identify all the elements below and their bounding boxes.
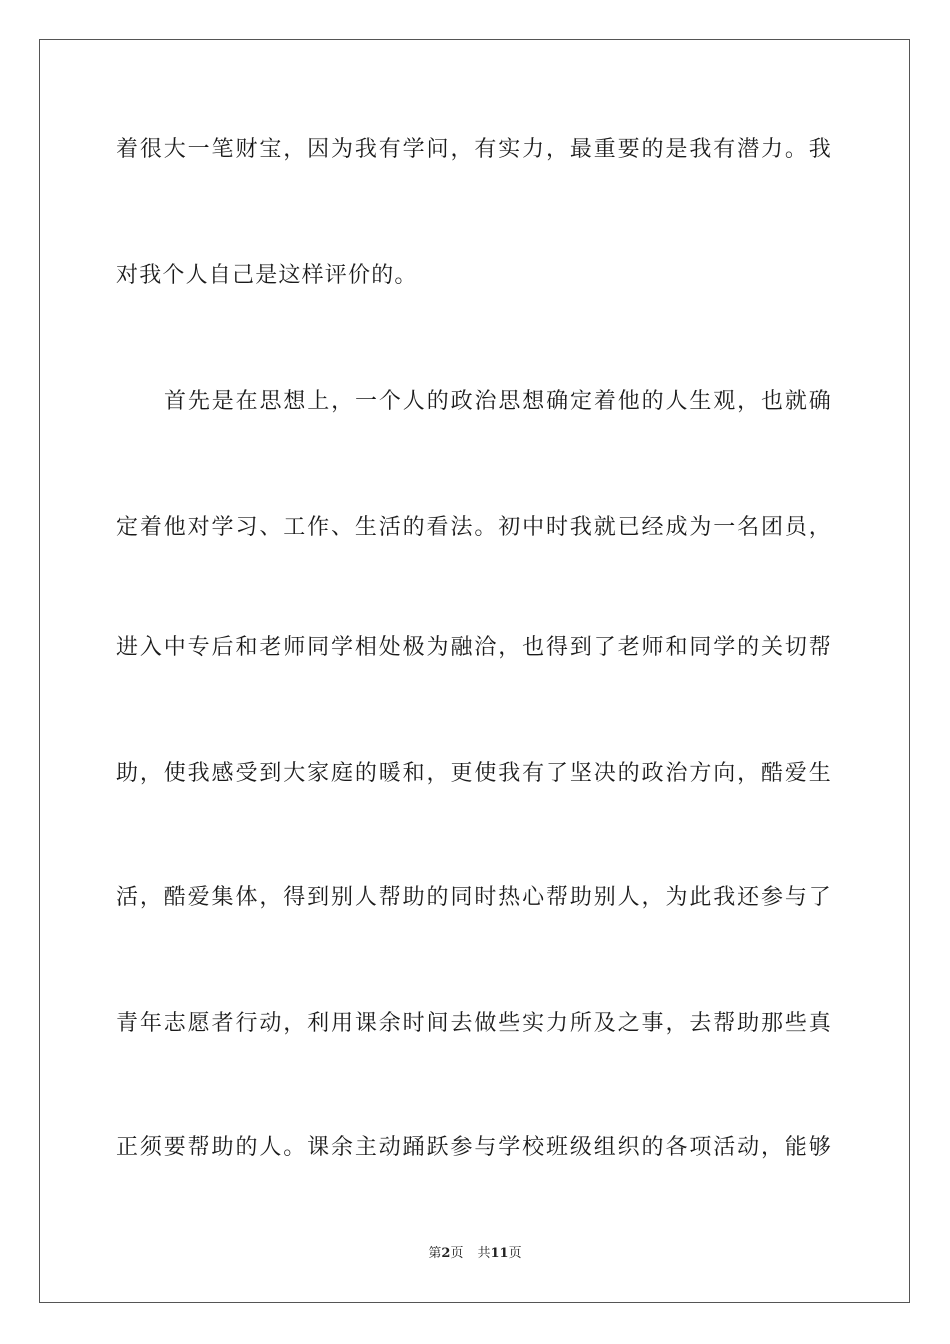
text-line: 正须要帮助的人。课余主动踊跃参与学校班级组织的各项活动，能够 [116, 1135, 832, 1160]
text-line: 助，使我感受到大家庭的暖和，更使我有了坚决的政治方向，酷爱生 [116, 761, 832, 786]
page-border [39, 39, 910, 1303]
text-line: 着很大一笔财宝，因为我有学问，有实力，最重要的是我有潜力。我 [116, 137, 832, 162]
page-number: 2 [441, 1246, 451, 1261]
total-label-suffix: 页 [508, 1246, 522, 1261]
page-label-prefix: 第 [428, 1246, 442, 1261]
paragraph-first-line: 首先是在思想上，一个人的政治思想确定着他的人生观，也就确 [164, 389, 832, 414]
total-pages: 11 [490, 1246, 509, 1261]
text-line: 对我个人自己是这样评价的。 [116, 263, 418, 288]
page-footer [0, 1245, 950, 1263]
total-label-prefix: 共 [477, 1246, 491, 1261]
text-line: 活，酷爱集体，得到别人帮助的同时热心帮助别人，为此我还参与了 [116, 885, 832, 910]
text-line: 定着他对学习、工作、生活的看法。初中时我就已经成为一名团员， [116, 515, 832, 540]
text-line: 进入中专后和老师同学相处极为融洽，也得到了老师和同学的关切帮 [116, 635, 832, 660]
page-label-suffix: 页 [450, 1246, 464, 1261]
text-line: 青年志愿者行动，利用课余时间去做些实力所及之事，去帮助那些真 [116, 1011, 832, 1036]
